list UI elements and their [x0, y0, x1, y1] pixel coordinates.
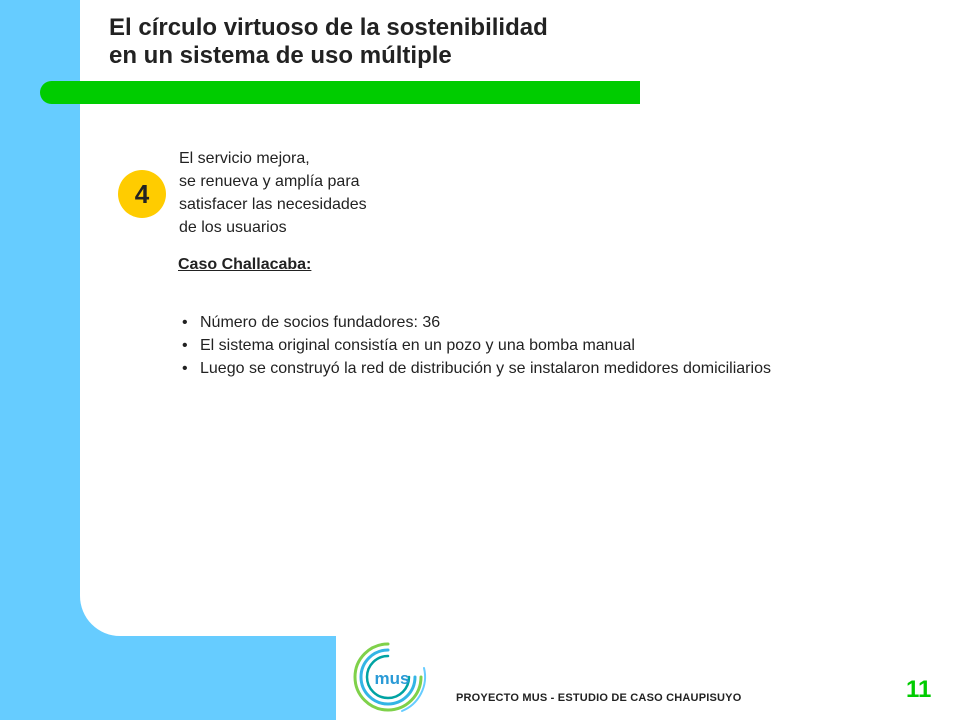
bullet-item: • El sistema original consistía en un pozo y una bomba manual [180, 334, 780, 357]
slide-title [109, 14, 548, 70]
step-line-2: se renueva y amplía para [179, 173, 360, 190]
case-bullet-list [180, 311, 780, 380]
footer-project-text: PROYECTO MUS - ESTUDIO DE CASO CHAUPISUYO [456, 692, 742, 704]
step-description [179, 147, 367, 239]
step-line-4: de los usuarios [179, 219, 287, 236]
title-line-2: en un sistema de uso múltiple [109, 42, 452, 69]
step-number-badge: 4 [118, 170, 166, 218]
step-line-1: El servicio mejora, [179, 150, 310, 167]
mus-logo [342, 638, 434, 716]
bullet-item: • Número de socios fundadores: 36 [180, 311, 780, 334]
title-line-1: El círculo virtuoso de la sostenibilidad [109, 14, 548, 41]
page-number: 11 [906, 676, 932, 703]
logo-text: mus [374, 669, 410, 688]
case-title: Caso Challacaba: [178, 256, 312, 273]
bullet-item: • Luego se construyó la red de distribución y se instalaron medidores domiciliarios [180, 357, 780, 380]
step-line-3: satisfacer las necesidades [179, 196, 367, 213]
title-underline-bar [40, 81, 640, 104]
